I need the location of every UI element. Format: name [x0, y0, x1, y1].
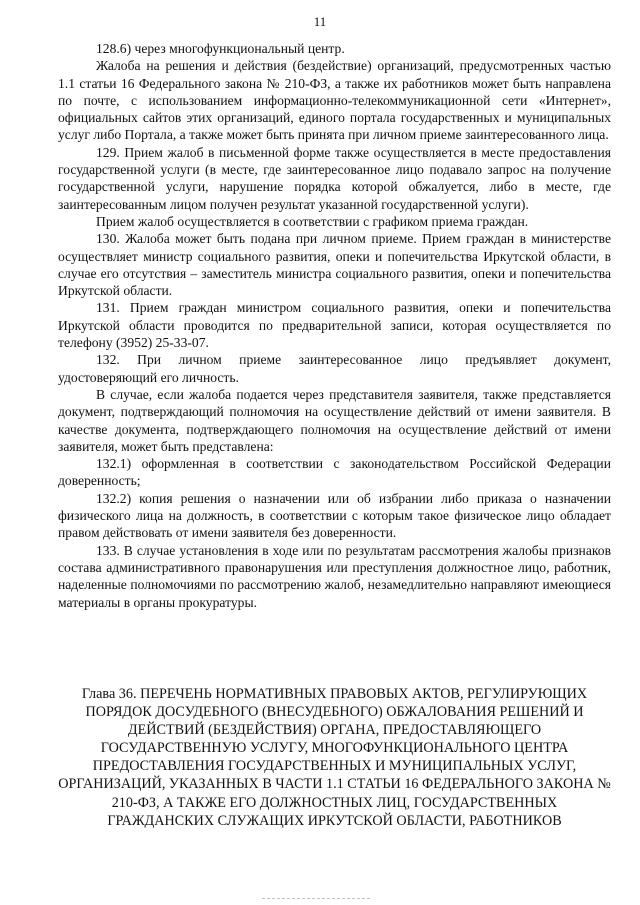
chapter-heading: Глава 36. ПЕРЕЧЕНЬ НОРМАТИВНЫХ ПРАВОВЫХ АКТОВ, РЕГУЛИРУЮЩИХ ПОРЯДОК ДОСУДЕБНОГО (ВНЕСУДЕБНОГО) ОБЖАЛОВАНИЯ РЕШЕНИЙ И ДЕЙСТВИЙ (БЕЗДЕЙСТВИЯ) ОРГАНА, ПРЕДОСТАВЛЯЮЩЕГО ГОСУДАРСТВЕННУЮ УСЛУГУ, МНОГОФУНКЦИОНАЛЬНОГО ЦЕНТРА ПРЕДОСТАВЛЕНИЯ ГОСУДАРСТВЕННЫХ И МУНИЦИПАЛЬНЫХ УСЛУГ, ОРГАНИЗАЦИЙ, УКАЗАННЫХ В ЧАСТИ 1.1 СТАТЬИ 16 ФЕДЕРАЛЬНОГО ЗАКОНА № 210-ФЗ, А ТАКЖЕ ЕГО ДОЛЖНОСТНЫХ ЛИЦ, ГОСУДАРСТВЕННЫХ ГРАЖДАНСКИХ СЛУЖАЩИХ ИРКУТСКОЙ ОБЛАСТИ, РАБОТНИКОВ — [58, 686, 611, 829]
paragraph-129: 129. Прием жалоб в письменной форме также осуществляется в месте предоставления государственной услуги (в месте, где заинтересованное лицо подавало запрос на получение государственной услуги, нарушение порядка которой обжалуется, либо в месте, где заинтересованным лицом получен результат указанной государственной услуги). — [58, 144, 611, 212]
paragraph-133: 133. В случае установления в ходе или по результатам рассмотрения жалобы признаков состава административного правонарушения или преступления должностное лицо, работник, наделенные полномочиями по рассмотрению жалоб, незамедлительно направляют имеющиеся материалы в органы прокуратуры. — [58, 542, 611, 610]
document-body — [58, 40, 611, 611]
paragraph-132-2: 132.2) копия решения о назначении или об избрании либо приказа о назначении физического лица на должность, в соответствии с которым такое физическое лицо обладает правом действовать от имени заявителя без доверенности. — [58, 490, 611, 541]
paragraph-132: 132. При личном приеме заинтересованное лицо предъявляет документ, удостоверяющий его личность. — [58, 352, 611, 385]
paragraph-132-1: 132.1) оформленная в соответствии с законодательством Российской Федерации доверенность; — [58, 456, 611, 489]
paragraph-128-6: 128.6) через многофункциональный центр. — [96, 41, 345, 56]
paragraph-complaint-organizations: Жалоба на решения и действия (бездействие) организаций, предусмотренных частью 1.1 статьи 16 Федерального закона № 210-ФЗ, а также их работников может быть направлена по почте, с использованием информационно-телекоммуникационной сети «Интернет», официальных сайтов этих организаций, единого портала государственных и муниципальных услуг либо Портала, а также может быть принята при личном приеме заинтересованного лица. — [58, 58, 611, 143]
paragraph-representative: В случае, если жалоба подается через представителя заявителя, также представляется документ, подтверждающий полномочия на осуществление действий от имени заявителя. В качестве документа, подтверждающего полномочия на осуществление действий от имени заявителя, может быть представлена: — [58, 386, 611, 454]
paragraph-130: 130. Жалоба может быть подана при личном приеме. Прием граждан в министерстве осуществляет министр социального развития, опеки и попечительства Иркутской области, в случае его отсутствия – заместитель министра социального развития, опеки и попечительства Иркутской области. — [58, 231, 611, 299]
paragraph-131: 131. Прием граждан министром социального развития, опеки и попечительства Иркутской области проводится по предварительной записи, которая осуществляется по телефону (3952) 25-33-07. — [58, 300, 611, 351]
paragraph-reception-schedule: Прием жалоб осуществляется в соответствии с графиком приема граждан. — [96, 213, 529, 229]
page-number: 11 — [313, 14, 327, 29]
scan-artifact — [262, 898, 370, 905]
